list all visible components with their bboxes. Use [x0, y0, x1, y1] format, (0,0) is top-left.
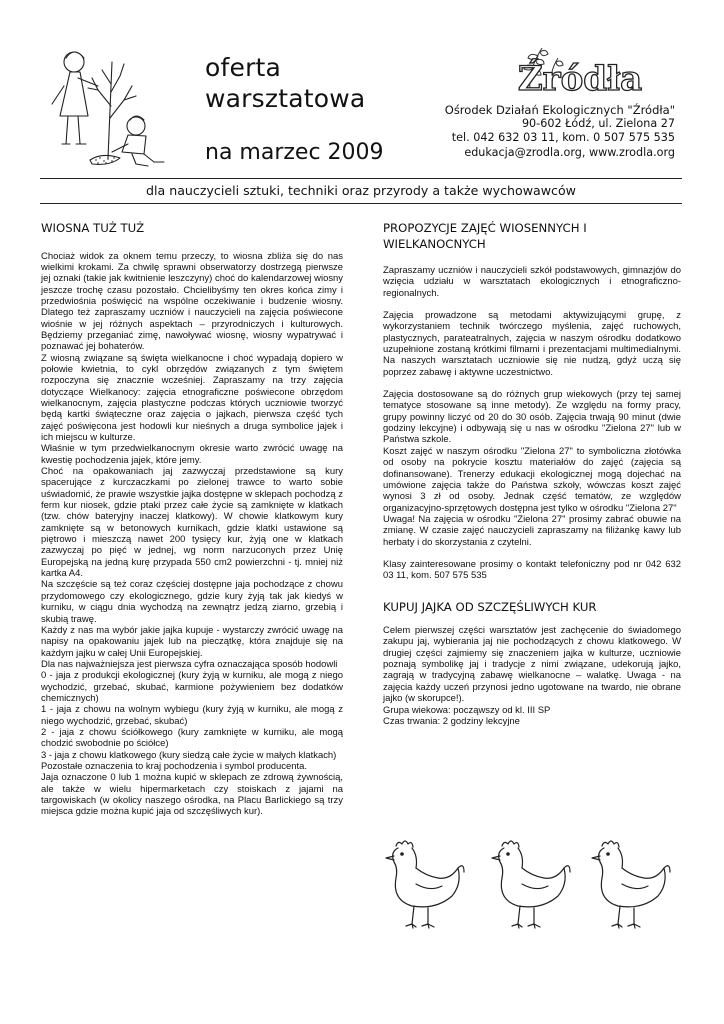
section-title-line: WIELKANOCNYCH [383, 236, 486, 251]
left-column [41, 221, 343, 818]
proposal-paragraph: Zajęcia prowadzone są metodami aktywizującymi grupę, z wykorzystaniem technik twórczego myślenia, zajęć ruchowych, plastycznych, parateatralnych, zajęcia w naszym ośrodku dodatkowo uzupełnione zostaną krótkimi filmami i prezentacjami multimedialnymi. Na naszych warsztatach uczniowie się nie nudzą, gdyż uczą się poprzez zabawę i aktywne uczestnictwo. [383, 310, 681, 378]
proposal-paragraph: Zapraszamy uczniów i nauczycieli szkół podstawowych, gimnazjów do wzięcia udziału w warsztatach ekologicznych i etnograficzno-regionalnych. [383, 265, 681, 299]
audience-subtitle: dla nauczycieli sztuki, techniki oraz przyrody a także wychowawców [146, 183, 576, 198]
contact-paragraph: Klasy zainteresowane prosimy o kontakt telefoniczny pod nr 042 632 03 11, kom. 507 575 535 [383, 558, 681, 582]
header-divider-top [40, 178, 682, 179]
section-title-spring: WIOSNA TUŻ TUŻ [41, 221, 145, 235]
title-line-offer: oferta [205, 53, 282, 82]
article-paragraph: Jaja oznaczone 0 lub 1 można kupić w sklepach ze zdrową żywnością, ale także w wielu hipermarketach czy stoiskach z jajami na targowiskach (w okolicy naszego ośrodka, na Placu Barlickiego są trzy miejsca gdzie można kupić jaja od szczęśliwych kur). [41, 772, 343, 818]
egg-code-item: 0 - jaja z produkcji ekologicznej (kury żyją w kurniku, ale mogą z niego wychodzić, grzebać, skubać, karmione pożywieniem bez dodatków chemicznych) [41, 670, 343, 704]
section-title-proposals [383, 221, 681, 252]
hen-icon [492, 841, 570, 928]
organization-address: 90-602 Łódź, ul. Zielona 27 [521, 117, 675, 131]
organization-info [440, 103, 675, 160]
title-line-workshop: warsztatowa [205, 84, 366, 113]
organization-name: Ośrodek Działań Ekologicznych "Źródła" [444, 103, 675, 117]
proposal-paragraph: Koszt zajęć w naszym ośrodku "Zielona 27" to symboliczna złotówka od osoby na pokrycie kosztu materiałów do zajęć (zajęcia są dofinansowane). Trenerzy edukacji ekologicznej mogą dojechać na umówione zajęcia także do Państwa szkoły, wówczas koszt zajęć wynosi 3 zł od osoby. Jednak część tematów, ze względów organizacyjno-sprzętowych dostępna jest tylko w ośrodku "Zielona 27" [383, 445, 681, 514]
age-group: Grupa wiekowa: począwszy od kl. III SP [383, 704, 551, 716]
section-title-happy-hens: KUPUJ JAJKA OD SZCZĘŚLIWYCH KUR [383, 599, 597, 614]
proposal-paragraph: Zajęcia dostosowane są do różnych grup wiekowych (przy tej samej tematyce stosowane są inne metody). Ze względu na formy pracy, grupy powinny liczyć od 20 do 30 osób. Zajęcia trwają 90 minut (dwie godziny lekcyjne) i odbywają się u nas w ośrodku "Zielona 27" lub w Państwa szkole. [383, 389, 681, 446]
hen-icon [386, 841, 464, 928]
logo-wordmark: Źródła [517, 59, 643, 98]
article-paragraph: Na szczęście są też coraz częściej dostępne jaja pochodzące z chowu przydomowego czy ekologicznego, gdzie kury żyją tak jak kiedyś w kurniku, w ciągu dnia wychodzą na zewnątrz jedzą ziarno, grzebią i skubią trawę. [41, 579, 343, 625]
article-paragraph: Pozostałe oznaczenia to kraj pochodzenia i symbol producenta. [41, 760, 307, 772]
header-divider-bottom [40, 203, 682, 204]
hen-icon [592, 841, 670, 928]
article-paragraph: Chociaż widok za oknem temu przeczy, to wiosna zbliża się do nas wielkimi krokami. Za chwilę sprawni obserwatorzy dostrzegą pierwsze jej oznaki (takie jak kwitnienie leszczyny) choć do kalendarzowej wiosny jeszcze trochę czasu pozostało. Chcielibyśmy ten okres końca zimy i przedwiośnia poświęcić na wspólne oczekiwanie i budzenie wiosny. Dlatego też zapraszamy uczniów i nauczycieli na zajęcia poświecone wiośnie w jej różnych aspektach – przyrodniczych i kulturowych. Będziemy przeganiać zimę, nawoływać wiosnę, wiosny wypatrywać i poznawać jej bohaterów. [41, 250, 343, 353]
organization-contact[interactable]: edukacja@zrodla.org, www.zrodla.org [464, 145, 675, 159]
children-planting-tree-illustration [40, 40, 170, 175]
zrodla-logo [488, 40, 673, 98]
three-hens-illustration [382, 836, 682, 932]
article-paragraph: Każdy z nas ma wybór jakie jajka kupuje - wystarczy zwrócić uwagę na napisy na opakowaniu jajek lub na pieczątkę, która znajduje się na każdym jajku w całej Unii Europejskiej. [41, 624, 343, 659]
section-title-line: PROPOZYCJE ZAJĘĆ WIOSENNYCH I [383, 221, 587, 235]
right-column [383, 221, 681, 727]
duration: Czas trwania: 2 godziny lekcyjne [383, 715, 520, 727]
egg-code-item: 1 - jaja z chowu na wolnym wybiegu (kury żyją w kurniku, ale mogą z niego wychodzić, grzebać, skubać) [41, 704, 343, 727]
egg-code-item: 3 - jaja z chowu klatkowego (kury siedzą całe życie w małych klatkach) [41, 749, 337, 761]
workshop-description: Celem pierwszej części warsztatów jest zachęcenie do świadomego zakupu jaj, wybierania jaj nie pochodzących z chowu klatkowego. W drugiej części zajmiemy się znaczeniem jajka w kulturze, uczniowie poznają symbolikę jaj i tradycje z nimi związane, udekorują jajko, zagrają w tradycyjną zabawę wielkanocne – walatkę. Uwaga - na zajęcia każdy uczeń przynosi jedno ugotowane na twardo, nie obrane jajko (w skorupce!). [383, 625, 681, 705]
spring-article [41, 251, 343, 818]
article-paragraph: Właśnie w tym przedwielkanocnym okresie warto zwrócić uwagę na kwestię pochodzenia jajek, które jemy. [41, 443, 343, 466]
article-paragraph: Choć na opakowaniach jaj zazwyczaj przedstawione są kury spacerujące z kurczaczkami po zielonej trawce to warto sobie uświadomić, że prawie wszystkie jajka dostępne w sklepach pochodzą z ferm kur niosek, gdzie ptaki przez całe życie są zamknięte w klatkach (tzw. chów bateryjny inaczej klatkowy). W chowie klatkowym kury zamknięte są w betonowych kurnikach, gdzie klatki ustawione są piętrowo i mieszczą nawet 200 tysięcy kur, żyją one w klatkach zazwyczaj po pięć w jednej, wg norm narzuconych przez Unię Europejską na jedną kurę przypada 550 cm2 powierzchni - tj. mniej niż kartka A4. [41, 466, 343, 580]
happy-hens-text [383, 625, 681, 727]
egg-code-item: 2 - jaja z chowu ściółkowego (kury zamknięte w kurniku, ale mogą chodzić swobodnie po ściółce) [41, 726, 343, 750]
article-paragraph: Z wiosną związane są święta wielkanocne i choć wypadają dopiero w połowie kwietnia, to cykl obrzędów związanych z tym świętem rozpoczyna się znacznie wcześniej. Zapraszamy na trzy zajęcia dotyczące Wielkanocy: zajęcia etnograficzne poświecone obrzędom wielkanocnym, zajęcia plastyczne podczas których uczniowie tworzyć będą kartki świąteczne oraz zajęcia o jajkach, pierwsza część tych zajęć poświęcona jest hodowli kur nieśnych a druga symbolice jajek i ich miejscu w kulturze. [41, 352, 343, 443]
proposal-paragraph: Uwaga! Na zajęcia w ośrodku "Zielona 27" prosimy zabrać obuwie na zmianę. W czasie zajęć nauczycieli zapraszamy na filiżankę kawy lub herbaty i do skorzystania z czytelni. [383, 513, 681, 548]
article-paragraph: Dla nas najważniejsza jest pierwsza cyfra oznaczająca sposób hodowli [41, 658, 338, 670]
offer-title [205, 52, 415, 166]
title-line-month: na marzec 2009 [205, 140, 384, 165]
organization-phones: tel. 042 632 03 11, kom. 0 507 575 535 [451, 131, 675, 145]
proposals-text [383, 265, 681, 582]
